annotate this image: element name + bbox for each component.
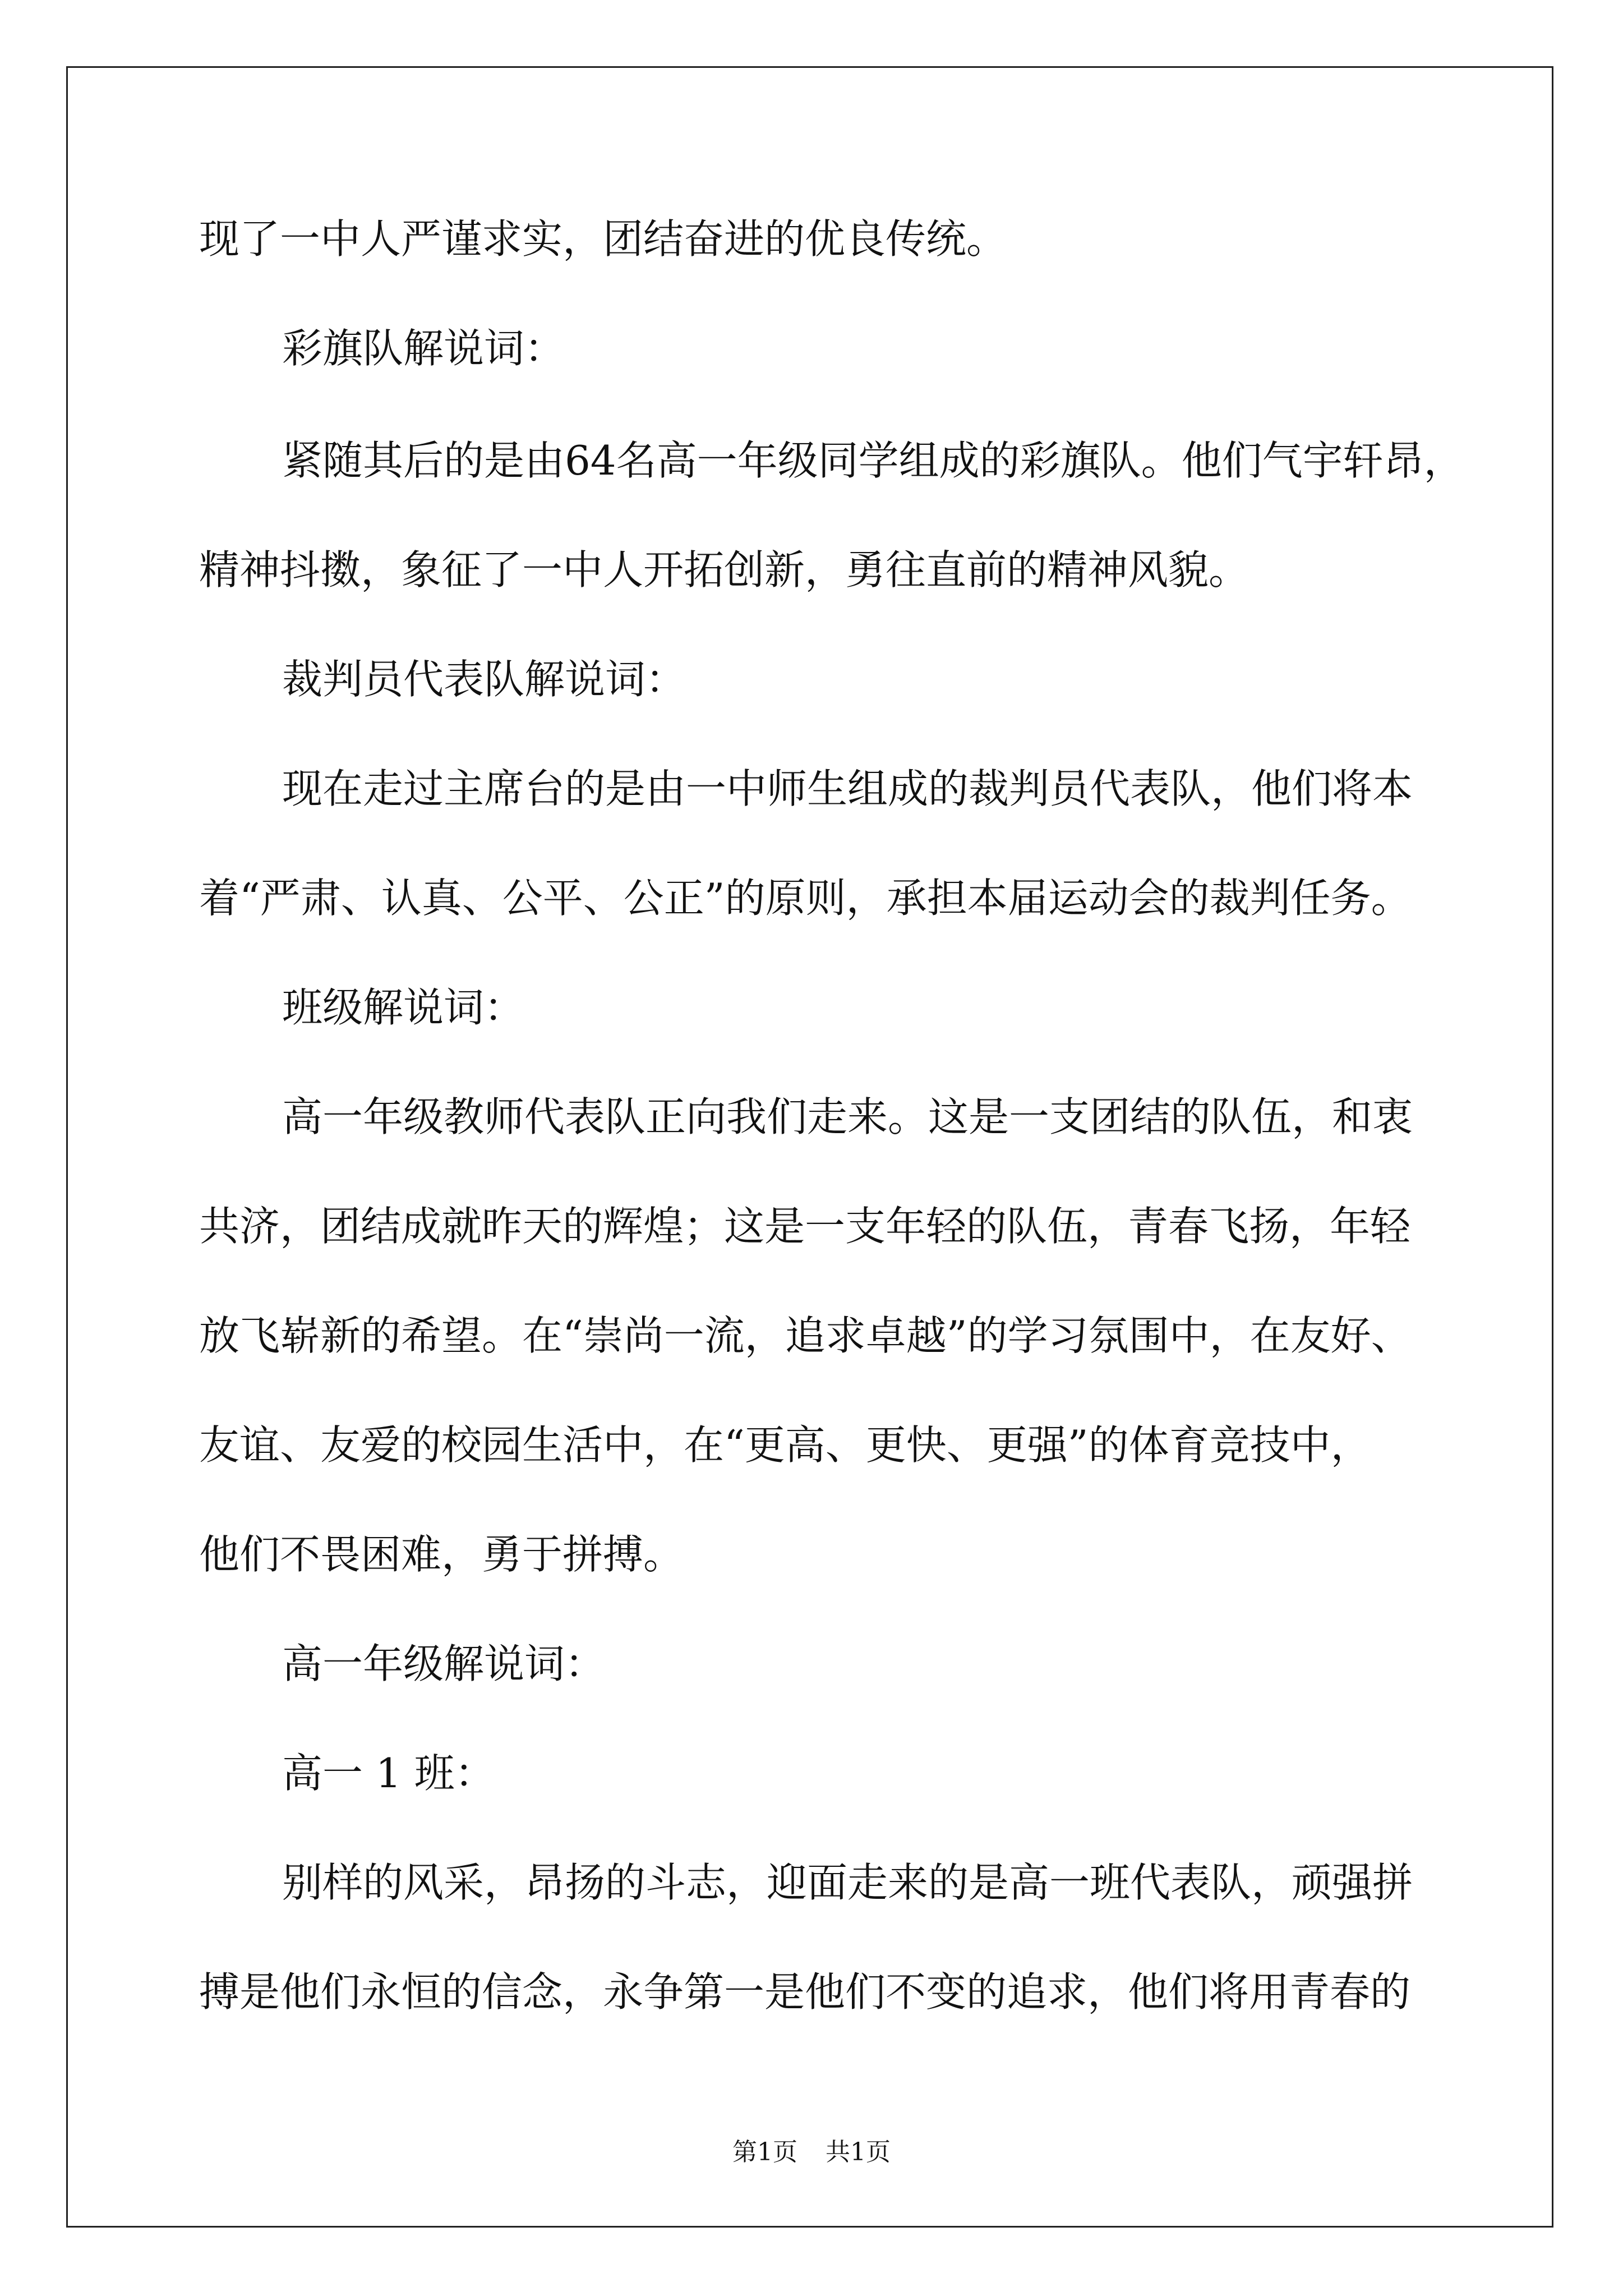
text-line: 放飞崭新的希望。在“崇尚一流，追求卓越”的学习氛围中，在友好、 xyxy=(199,1312,1412,1359)
text-line: 友谊、友爱的校园生活中，在“更高、更快、更强”的体育竞技中， xyxy=(199,1421,1371,1469)
text-line: 紧随其后的是由64名高一年级同学组成的彩旗队。他们气宇轩昂， xyxy=(282,437,1464,484)
page-total: 共1页 xyxy=(826,2138,891,2166)
text-line: 高一年级教师代表队正向我们走来。这是一支团结的队伍，和衷 xyxy=(282,1093,1413,1140)
text-line: 精神抖擞，象征了一中人开拓创新，勇往直前的精神风貌。 xyxy=(199,546,1249,593)
text-line: 他们不畏困难，勇于拼搏。 xyxy=(199,1531,684,1578)
section-heading-class: 班级解说词： xyxy=(282,984,525,1031)
section-heading-class-one: 高一 1 班： xyxy=(282,1750,495,1797)
section-heading-color-flag-team: 彩旗队解说词： xyxy=(282,325,565,372)
section-heading-grade-one: 高一年级解说词： xyxy=(282,1640,606,1687)
text-line: 着“严肃、认真、公平、公正”的原则，承担本届运动会的裁判任务。 xyxy=(199,875,1412,922)
section-heading-referee-team: 裁判员代表队解说词： xyxy=(282,656,686,703)
page-footer xyxy=(0,2132,1623,2168)
text-line: 现在走过主席台的是由一中师生组成的裁判员代表队，他们将本 xyxy=(282,765,1413,812)
text-line: 现了一中人严谨求实，团结奋进的优良传统。 xyxy=(199,215,1007,263)
text-line: 别样的风采，昂扬的斗志，迎面走来的是高一班代表队，顽强拼 xyxy=(282,1859,1413,1906)
page-number: 第1页 xyxy=(732,2138,797,2166)
text-line: 共济，团结成就昨天的辉煌；这是一支年轻的队伍，青春飞扬，年轻 xyxy=(199,1203,1411,1250)
text-line: 搏是他们永恒的信念，永争第一是他们不变的追求，他们将用青春的 xyxy=(199,1968,1411,2016)
